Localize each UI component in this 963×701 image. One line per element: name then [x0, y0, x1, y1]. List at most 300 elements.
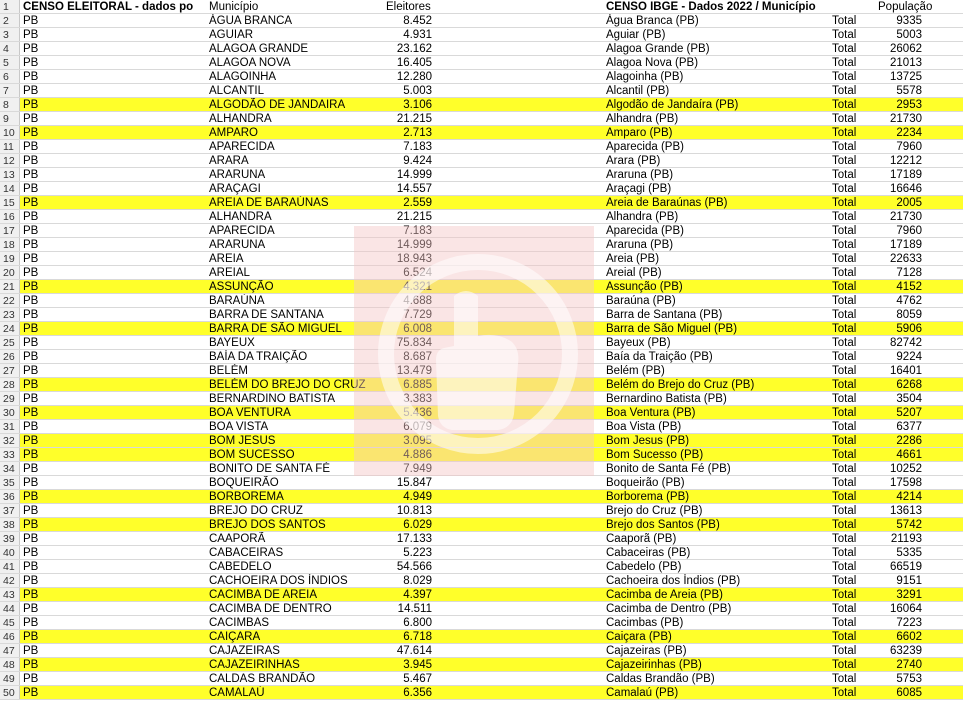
table-row[interactable]	[0, 70, 963, 84]
eleitores-cell[interactable]: 6.885	[403, 379, 432, 391]
ibge-municipio-cell[interactable]: Cajazeirinhas (PB)	[606, 659, 702, 671]
total-cell[interactable]: Total	[832, 673, 857, 685]
total-cell[interactable]: Total	[832, 141, 857, 153]
eleitores-cell[interactable]: 6.029	[403, 519, 432, 531]
populacao-cell[interactable]: 5906	[896, 323, 922, 335]
row-number[interactable]: 19	[0, 252, 20, 265]
uf-cell[interactable]: PB	[23, 533, 39, 545]
municipio-cell[interactable]: BONITO DE SANTA FÉ	[209, 463, 330, 475]
uf-cell[interactable]: PB	[23, 477, 39, 489]
municipio-cell[interactable]: BOM JESUS	[209, 435, 276, 447]
empty-cell[interactable]	[435, 658, 603, 671]
total-cell[interactable]: Total	[832, 547, 857, 559]
uf-cell[interactable]: PB	[23, 211, 39, 223]
eleitores-cell[interactable]: 54.566	[396, 561, 432, 573]
municipio-cell[interactable]: AREIA	[209, 253, 244, 265]
table-row[interactable]	[0, 28, 963, 42]
municipio-cell[interactable]: BOM SUCESSO	[209, 449, 295, 461]
populacao-cell[interactable]: 17598	[890, 477, 922, 489]
eleitores-cell[interactable]: 4.321	[403, 281, 432, 293]
eleitores-cell[interactable]: 8.452	[403, 15, 432, 27]
municipio-cell[interactable]: BREJO DO CRUZ	[209, 505, 303, 517]
table-row[interactable]	[0, 224, 963, 238]
uf-cell[interactable]: PB	[23, 99, 39, 111]
ibge-municipio-cell[interactable]: Aguiar (PB)	[606, 29, 666, 41]
ibge-municipio-cell[interactable]: Belém (PB)	[606, 365, 665, 377]
table-row[interactable]	[0, 574, 963, 588]
uf-cell[interactable]: PB	[23, 253, 39, 265]
ibge-municipio-cell[interactable]: Caiçara (PB)	[606, 631, 672, 643]
ibge-municipio-cell[interactable]: Caaporã (PB)	[606, 533, 677, 545]
table-row[interactable]	[0, 238, 963, 252]
table-row[interactable]	[0, 196, 963, 210]
empty-cell[interactable]	[435, 686, 603, 699]
total-cell[interactable]: Total	[832, 561, 857, 573]
municipio-cell[interactable]: BELÉM	[209, 365, 248, 377]
eleitores-cell[interactable]: 2.713	[403, 127, 432, 139]
table-row[interactable]	[0, 140, 963, 154]
row-number[interactable]: 14	[0, 182, 20, 195]
municipio-cell[interactable]: AREIAL	[209, 267, 250, 279]
total-cell[interactable]: Total	[832, 351, 857, 363]
populacao-cell[interactable]: 5335	[896, 547, 922, 559]
total-cell[interactable]: Total	[832, 463, 857, 475]
municipio-cell[interactable]: BOA VISTA	[209, 421, 269, 433]
populacao-cell[interactable]: 16646	[890, 183, 922, 195]
row-number[interactable]: 6	[0, 70, 20, 83]
total-cell[interactable]: Total	[832, 379, 857, 391]
populacao-cell[interactable]: 66519	[890, 561, 922, 573]
eleitores-cell[interactable]: 23.162	[396, 43, 432, 55]
populacao-cell[interactable]: 7960	[896, 141, 922, 153]
populacao-cell[interactable]: 13613	[890, 505, 922, 517]
table-row[interactable]	[0, 336, 963, 350]
empty-cell[interactable]	[435, 616, 603, 629]
uf-cell[interactable]: PB	[23, 337, 39, 349]
uf-cell[interactable]: PB	[23, 267, 39, 279]
ibge-municipio-cell[interactable]: Bom Sucesso (PB)	[606, 449, 704, 461]
empty-cell[interactable]	[435, 420, 603, 433]
eleitores-cell[interactable]: 3.106	[403, 99, 432, 111]
empty-cell[interactable]	[435, 364, 603, 377]
row-number[interactable]: 18	[0, 238, 20, 251]
uf-cell[interactable]: PB	[23, 197, 39, 209]
row-number[interactable]: 45	[0, 616, 20, 629]
empty-cell[interactable]	[435, 168, 603, 181]
row-number[interactable]: 35	[0, 476, 20, 489]
table-row[interactable]	[0, 630, 963, 644]
ibge-municipio-cell[interactable]: Arara (PB)	[606, 155, 661, 167]
uf-cell[interactable]: PB	[23, 603, 39, 615]
municipio-cell[interactable]: BERNARDINO BATISTA	[209, 393, 336, 405]
total-cell[interactable]: Total	[832, 155, 857, 167]
empty-cell[interactable]	[435, 602, 603, 615]
ibge-municipio-cell[interactable]: Boqueirão (PB)	[606, 477, 685, 489]
populacao-cell[interactable]: 7223	[896, 617, 922, 629]
municipio-cell[interactable]: CABEDELO	[209, 561, 272, 573]
total-cell[interactable]: Total	[832, 127, 857, 139]
row-number[interactable]: 26	[0, 350, 20, 363]
uf-cell[interactable]: PB	[23, 463, 39, 475]
table-row[interactable]	[0, 14, 963, 28]
municipio-cell[interactable]: BAYEUX	[209, 337, 255, 349]
empty-cell[interactable]	[435, 406, 603, 419]
eleitores-cell[interactable]: 7.729	[403, 309, 432, 321]
total-cell[interactable]: Total	[832, 295, 857, 307]
row-number[interactable]: 30	[0, 406, 20, 419]
total-cell[interactable]: Total	[832, 169, 857, 181]
total-cell[interactable]: Total	[832, 589, 857, 601]
eleitores-cell[interactable]: 8.029	[403, 575, 432, 587]
table-row[interactable]	[0, 84, 963, 98]
empty-cell[interactable]	[435, 252, 603, 265]
table-row[interactable]	[0, 98, 963, 112]
ibge-municipio-cell[interactable]: Bom Jesus (PB)	[606, 435, 690, 447]
eleitores-cell[interactable]: 4.949	[403, 491, 432, 503]
row-number[interactable]: 48	[0, 658, 20, 671]
row-number[interactable]: 10	[0, 126, 20, 139]
table-row[interactable]	[0, 266, 963, 280]
populacao-cell[interactable]: 2286	[896, 435, 922, 447]
uf-cell[interactable]: PB	[23, 379, 39, 391]
empty-cell[interactable]	[435, 294, 603, 307]
row-number[interactable]: 33	[0, 448, 20, 461]
ibge-municipio-cell[interactable]: Alhandra (PB)	[606, 113, 679, 125]
municipio-cell[interactable]: ARARA	[209, 155, 249, 167]
row-number[interactable]: 47	[0, 644, 20, 657]
uf-cell[interactable]: PB	[23, 295, 39, 307]
row-number[interactable]: 5	[0, 56, 20, 69]
municipio-cell[interactable]: BOA VENTURA	[209, 407, 291, 419]
eleitores-cell[interactable]: 7.949	[403, 463, 432, 475]
ibge-municipio-cell[interactable]: Caldas Brandão (PB)	[606, 673, 715, 685]
empty-cell[interactable]	[435, 322, 603, 335]
total-cell[interactable]: Total	[832, 477, 857, 489]
uf-cell[interactable]: PB	[23, 491, 39, 503]
municipio-cell[interactable]: ARARUNA	[209, 169, 266, 181]
ibge-municipio-cell[interactable]: Aparecida (PB)	[606, 225, 684, 237]
empty-cell[interactable]	[435, 28, 603, 41]
ibge-municipio-cell[interactable]: Cabedelo (PB)	[606, 561, 682, 573]
row-number[interactable]: 49	[0, 672, 20, 685]
uf-cell[interactable]: PB	[23, 659, 39, 671]
uf-cell[interactable]: PB	[23, 43, 39, 55]
populacao-cell[interactable]: 26062	[890, 43, 922, 55]
table-row[interactable]	[0, 490, 963, 504]
table-row[interactable]	[0, 504, 963, 518]
populacao-cell[interactable]: 6085	[896, 687, 922, 699]
empty-cell[interactable]	[435, 140, 603, 153]
eleitores-cell[interactable]: 5.436	[403, 407, 432, 419]
table-row[interactable]	[0, 154, 963, 168]
empty-cell[interactable]	[435, 154, 603, 167]
table-row[interactable]	[0, 378, 963, 392]
eleitores-cell[interactable]: 4.397	[403, 589, 432, 601]
total-cell[interactable]: Total	[832, 57, 857, 69]
municipio-cell[interactable]: ALGODÃO DE JANDAIRA	[209, 99, 346, 111]
empty-cell[interactable]	[435, 546, 603, 559]
row-number[interactable]: 11	[0, 140, 20, 153]
eleitores-cell[interactable]: 13.479	[396, 365, 432, 377]
row-number[interactable]: 9	[0, 112, 20, 125]
populacao-cell[interactable]: 9335	[896, 15, 922, 27]
total-cell[interactable]: Total	[832, 225, 857, 237]
uf-cell[interactable]: PB	[23, 561, 39, 573]
empty-cell[interactable]	[435, 70, 603, 83]
ibge-municipio-cell[interactable]: Cabaceiras (PB)	[606, 547, 691, 559]
municipio-cell[interactable]: ALHANDRA	[209, 113, 272, 125]
header-censo-eleitoral[interactable]: CENSO ELEITORAL - dados po	[23, 1, 194, 13]
row-number[interactable]: 40	[0, 546, 20, 559]
uf-cell[interactable]: PB	[23, 85, 39, 97]
municipio-cell[interactable]: AREIA DE BARAÚNAS	[209, 197, 329, 209]
ibge-municipio-cell[interactable]: Bonito de Santa Fé (PB)	[606, 463, 731, 475]
populacao-cell[interactable]: 2740	[896, 659, 922, 671]
empty-cell[interactable]	[435, 280, 603, 293]
ibge-municipio-cell[interactable]: Cacimbas (PB)	[606, 617, 684, 629]
uf-cell[interactable]: PB	[23, 393, 39, 405]
eleitores-cell[interactable]: 6.079	[403, 421, 432, 433]
total-cell[interactable]: Total	[832, 29, 857, 41]
uf-cell[interactable]: PB	[23, 645, 39, 657]
ibge-municipio-cell[interactable]: Aparecida (PB)	[606, 141, 684, 153]
header-empty-f[interactable]	[831, 0, 875, 13]
total-cell[interactable]: Total	[832, 15, 857, 27]
row-number[interactable]: 39	[0, 532, 20, 545]
empty-cell[interactable]	[435, 336, 603, 349]
row-number[interactable]: 16	[0, 210, 20, 223]
uf-cell[interactable]: PB	[23, 449, 39, 461]
total-cell[interactable]: Total	[832, 533, 857, 545]
uf-cell[interactable]: PB	[23, 71, 39, 83]
populacao-cell[interactable]: 22633	[890, 253, 922, 265]
empty-cell[interactable]	[435, 350, 603, 363]
header-populacao[interactable]: População	[878, 1, 933, 13]
table-row[interactable]	[0, 434, 963, 448]
empty-cell[interactable]	[435, 560, 603, 573]
table-row[interactable]	[0, 280, 963, 294]
total-cell[interactable]: Total	[832, 365, 857, 377]
table-row[interactable]	[0, 252, 963, 266]
table-row[interactable]	[0, 672, 963, 686]
total-cell[interactable]: Total	[832, 519, 857, 531]
populacao-cell[interactable]: 63239	[890, 645, 922, 657]
ibge-municipio-cell[interactable]: Cajazeiras (PB)	[606, 645, 687, 657]
uf-cell[interactable]: PB	[23, 57, 39, 69]
ibge-municipio-cell[interactable]: Alagoa Grande (PB)	[606, 43, 710, 55]
eleitores-cell[interactable]: 17.133	[396, 533, 432, 545]
municipio-cell[interactable]: CAAPORÃ	[209, 533, 266, 545]
total-cell[interactable]: Total	[832, 491, 857, 503]
municipio-cell[interactable]: ALAGOA GRANDE	[209, 43, 309, 55]
ibge-municipio-cell[interactable]: Cacimba de Areia (PB)	[606, 589, 723, 601]
table-row[interactable]	[0, 476, 963, 490]
empty-cell[interactable]	[435, 518, 603, 531]
ibge-municipio-cell[interactable]: Borborema (PB)	[606, 491, 690, 503]
uf-cell[interactable]: PB	[23, 421, 39, 433]
eleitores-cell[interactable]: 3.383	[403, 393, 432, 405]
ibge-municipio-cell[interactable]: Araruna (PB)	[606, 169, 674, 181]
empty-cell[interactable]	[435, 476, 603, 489]
row-number[interactable]: 1	[0, 0, 20, 13]
uf-cell[interactable]: PB	[23, 15, 39, 27]
municipio-cell[interactable]: CAIÇARA	[209, 631, 261, 643]
table-row[interactable]	[0, 112, 963, 126]
row-number[interactable]: 17	[0, 224, 20, 237]
ibge-municipio-cell[interactable]: Boa Ventura (PB)	[606, 407, 696, 419]
uf-cell[interactable]: PB	[23, 127, 39, 139]
uf-cell[interactable]: PB	[23, 673, 39, 685]
ibge-municipio-cell[interactable]: Alagoinha (PB)	[606, 71, 684, 83]
row-number[interactable]: 38	[0, 518, 20, 531]
ibge-municipio-cell[interactable]: Bayeux (PB)	[606, 337, 671, 349]
ibge-municipio-cell[interactable]: Baía da Traição (PB)	[606, 351, 713, 363]
row-number[interactable]: 8	[0, 98, 20, 111]
populacao-cell[interactable]: 3291	[896, 589, 922, 601]
eleitores-cell[interactable]: 7.183	[403, 141, 432, 153]
empty-cell[interactable]	[435, 574, 603, 587]
total-cell[interactable]: Total	[832, 407, 857, 419]
municipio-cell[interactable]: CAJAZEIRAS	[209, 645, 280, 657]
ibge-municipio-cell[interactable]: Alhandra (PB)	[606, 211, 679, 223]
ibge-municipio-cell[interactable]: Areia de Baraúnas (PB)	[606, 197, 728, 209]
row-number[interactable]: 22	[0, 294, 20, 307]
empty-cell[interactable]	[435, 266, 603, 279]
total-cell[interactable]: Total	[832, 421, 857, 433]
ibge-municipio-cell[interactable]: Amparo (PB)	[606, 127, 673, 139]
total-cell[interactable]: Total	[832, 323, 857, 335]
empty-cell[interactable]	[435, 56, 603, 69]
uf-cell[interactable]: PB	[23, 589, 39, 601]
empty-cell[interactable]	[435, 224, 603, 237]
municipio-cell[interactable]: BARAÚNA	[209, 295, 265, 307]
table-row[interactable]	[0, 658, 963, 672]
eleitores-cell[interactable]: 16.405	[396, 57, 432, 69]
uf-cell[interactable]: PB	[23, 141, 39, 153]
uf-cell[interactable]: PB	[23, 169, 39, 181]
total-cell[interactable]: Total	[832, 631, 857, 643]
table-row[interactable]	[0, 546, 963, 560]
header-eleitores[interactable]: Eleitores	[386, 1, 431, 13]
eleitores-cell[interactable]: 3.945	[403, 659, 432, 671]
total-cell[interactable]: Total	[832, 309, 857, 321]
populacao-cell[interactable]: 17189	[890, 169, 922, 181]
table-row[interactable]	[0, 350, 963, 364]
populacao-cell[interactable]: 82742	[890, 337, 922, 349]
total-cell[interactable]: Total	[832, 197, 857, 209]
municipio-cell[interactable]: APARECIDA	[209, 225, 275, 237]
ibge-municipio-cell[interactable]: Água Branca (PB)	[606, 15, 699, 27]
populacao-cell[interactable]: 5742	[896, 519, 922, 531]
empty-cell[interactable]	[435, 434, 603, 447]
municipio-cell[interactable]: ARARUNA	[209, 239, 266, 251]
total-cell[interactable]: Total	[832, 687, 857, 699]
total-cell[interactable]: Total	[832, 337, 857, 349]
municipio-cell[interactable]: BELÉM DO BREJO DO CRUZ	[209, 379, 366, 391]
eleitores-cell[interactable]: 12.280	[396, 71, 432, 83]
eleitores-cell[interactable]: 5.467	[403, 673, 432, 685]
eleitores-cell[interactable]: 6.356	[403, 687, 432, 699]
row-number[interactable]: 12	[0, 154, 20, 167]
ibge-municipio-cell[interactable]: Boa Vista (PB)	[606, 421, 682, 433]
municipio-cell[interactable]: ALCANTIL	[209, 85, 264, 97]
ibge-municipio-cell[interactable]: Barra de São Miguel (PB)	[606, 323, 738, 335]
uf-cell[interactable]: PB	[23, 547, 39, 559]
total-cell[interactable]: Total	[832, 435, 857, 447]
table-row[interactable]	[0, 588, 963, 602]
eleitores-cell[interactable]: 14.999	[396, 169, 432, 181]
ibge-municipio-cell[interactable]: Areial (PB)	[606, 267, 662, 279]
eleitores-cell[interactable]: 6.524	[403, 267, 432, 279]
eleitores-cell[interactable]: 6.718	[403, 631, 432, 643]
populacao-cell[interactable]: 5753	[896, 673, 922, 685]
empty-cell[interactable]	[435, 490, 603, 503]
populacao-cell[interactable]: 9151	[896, 575, 922, 587]
total-cell[interactable]: Total	[832, 659, 857, 671]
populacao-cell[interactable]: 21013	[890, 57, 922, 69]
header-empty-d[interactable]	[435, 0, 603, 13]
row-number[interactable]: 27	[0, 364, 20, 377]
row-number[interactable]: 50	[0, 686, 20, 699]
total-cell[interactable]: Total	[832, 505, 857, 517]
table-row[interactable]	[0, 56, 963, 70]
total-cell[interactable]: Total	[832, 183, 857, 195]
populacao-cell[interactable]: 16064	[890, 603, 922, 615]
row-number[interactable]: 29	[0, 392, 20, 405]
table-row[interactable]	[0, 420, 963, 434]
uf-cell[interactable]: PB	[23, 505, 39, 517]
eleitores-cell[interactable]: 18.943	[396, 253, 432, 265]
table-row[interactable]	[0, 616, 963, 630]
ibge-municipio-cell[interactable]: Bernardino Batista (PB)	[606, 393, 727, 405]
empty-cell[interactable]	[435, 84, 603, 97]
municipio-cell[interactable]: BARRA DE SANTANA	[209, 309, 324, 321]
eleitores-cell[interactable]: 47.614	[396, 645, 432, 657]
total-cell[interactable]: Total	[832, 281, 857, 293]
total-cell[interactable]: Total	[832, 43, 857, 55]
row-number[interactable]: 28	[0, 378, 20, 391]
total-cell[interactable]: Total	[832, 645, 857, 657]
municipio-cell[interactable]: BOQUEIRÃO	[209, 477, 279, 489]
uf-cell[interactable]: PB	[23, 29, 39, 41]
uf-cell[interactable]: PB	[23, 617, 39, 629]
empty-cell[interactable]	[435, 98, 603, 111]
uf-cell[interactable]: PB	[23, 309, 39, 321]
populacao-cell[interactable]: 6602	[896, 631, 922, 643]
total-cell[interactable]: Total	[832, 617, 857, 629]
total-cell[interactable]: Total	[832, 99, 857, 111]
uf-cell[interactable]: PB	[23, 281, 39, 293]
eleitores-cell[interactable]: 8.687	[403, 351, 432, 363]
populacao-cell[interactable]: 21193	[890, 533, 922, 545]
municipio-cell[interactable]: ALHANDRA	[209, 211, 272, 223]
empty-cell[interactable]	[435, 126, 603, 139]
row-number[interactable]: 46	[0, 630, 20, 643]
table-row[interactable]	[0, 42, 963, 56]
empty-cell[interactable]	[435, 182, 603, 195]
populacao-cell[interactable]: 2234	[896, 127, 922, 139]
municipio-cell[interactable]: CAJAZEIRINHAS	[209, 659, 300, 671]
uf-cell[interactable]: PB	[23, 323, 39, 335]
header-censo-ibge[interactable]: CENSO IBGE - Dados 2022 / Município	[606, 1, 816, 13]
populacao-cell[interactable]: 6377	[896, 421, 922, 433]
table-row[interactable]	[0, 126, 963, 140]
ibge-municipio-cell[interactable]: Belém do Brejo do Cruz (PB)	[606, 379, 755, 391]
table-row[interactable]	[0, 294, 963, 308]
uf-cell[interactable]: PB	[23, 239, 39, 251]
table-row[interactable]	[0, 308, 963, 322]
row-number[interactable]: 3	[0, 28, 20, 41]
